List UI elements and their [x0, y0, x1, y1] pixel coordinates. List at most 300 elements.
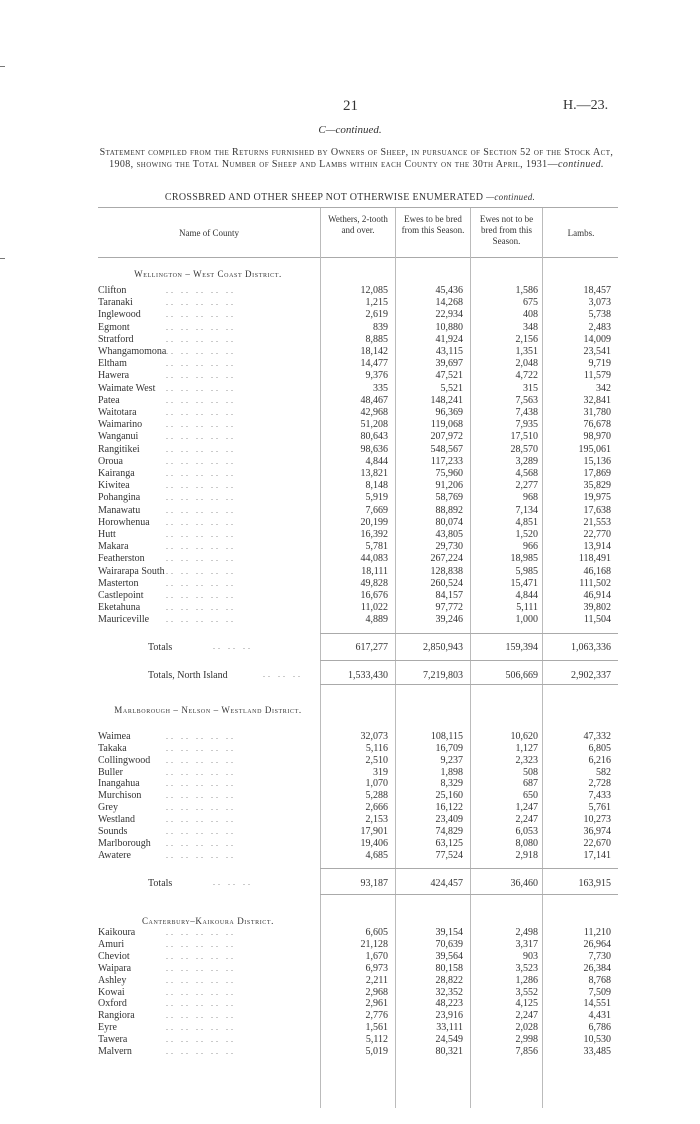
cell-value: 5,919 [365, 492, 388, 504]
leader-dots: .. .. .. .. .. [166, 779, 236, 789]
cell-value: 16,709 [435, 742, 463, 754]
cell-value: 18,142 [360, 346, 388, 357]
cell-value: 15,471 [510, 577, 538, 589]
cell-value: 26,384 [583, 962, 611, 974]
table-row [98, 309, 618, 320]
column-header-name: Name of County [179, 228, 239, 238]
total-value: 7,219,803 [423, 670, 463, 681]
section-title: Wellington – West Coast District. [134, 269, 282, 279]
cell-value: 5,738 [588, 309, 611, 321]
cell-value: 18,457 [583, 285, 611, 296]
county-name: Pohangina [98, 492, 141, 504]
table-row [98, 505, 618, 516]
cell-value: 97,772 [435, 602, 463, 614]
cell-value: 582 [596, 766, 611, 778]
cell-value: 6,053 [515, 825, 538, 837]
cell-value: 342 [596, 382, 611, 394]
leader-dots: .. .. .. .. .. [166, 951, 236, 961]
cell-value: 17,901 [360, 825, 388, 837]
cell-value: 80,074 [435, 516, 463, 528]
leader-dots: .. .. .. .. .. [166, 298, 236, 308]
cell-value: 88,892 [435, 504, 463, 516]
leader-dots: .. .. .. .. .. [166, 963, 236, 973]
table-row [98, 963, 618, 974]
cell-value: 28,822 [435, 974, 463, 986]
county-name: Taranaki [98, 297, 133, 309]
cell-value: 111,502 [579, 577, 611, 589]
cell-value: 3,289 [515, 455, 538, 467]
leader-dots: .. .. .. .. .. [166, 566, 236, 576]
county-name: Awatere [98, 849, 131, 861]
table-row [98, 602, 618, 613]
section-title: Marlborough – Nelson – Westland District. [114, 705, 302, 715]
leader-dots: .. .. .. .. .. [166, 310, 236, 320]
table-subtitle [0, 192, 700, 203]
county-name: Hutt [98, 529, 116, 540]
county-name: Ashley [98, 974, 127, 986]
cell-value: 7,433 [588, 790, 611, 802]
leader-dots: .. .. .. .. .. [166, 803, 236, 813]
table-row [98, 850, 618, 861]
table-row [98, 614, 618, 625]
cell-value: 5,761 [588, 802, 611, 814]
cell-value: 19,975 [583, 492, 611, 504]
cell-value: 2,247 [515, 1010, 538, 1022]
county-name: Waipara [98, 962, 132, 974]
totals-label: Totals [148, 878, 173, 889]
cell-value: 508 [523, 766, 538, 778]
county-name: Inglewood [98, 309, 141, 321]
cell-value: 7,563 [515, 394, 538, 406]
cell-value: 5,521 [440, 382, 463, 394]
cell-value: 51,208 [360, 419, 388, 431]
cell-value: 70,639 [435, 938, 463, 950]
table-row [98, 553, 618, 564]
cell-value: 2,323 [515, 754, 538, 766]
cell-value: 49,828 [360, 577, 388, 589]
leader-dots: .. .. .. .. .. [166, 755, 236, 765]
cell-value: 148,241 [430, 394, 463, 406]
cell-value: 25,160 [435, 790, 463, 802]
cell-value: 687 [523, 778, 538, 790]
cell-value: 10,620 [510, 731, 538, 742]
cell-value: 5,288 [365, 790, 388, 802]
cell-value: 84,157 [435, 590, 463, 601]
cell-value: 2,776 [365, 1010, 388, 1022]
cell-value: 74,829 [435, 825, 463, 837]
county-name: Manawatu [98, 504, 141, 516]
table-row [98, 1022, 618, 1033]
cell-value: 108,115 [430, 731, 463, 742]
cell-value: 5,116 [365, 742, 388, 754]
cell-value: 8,148 [365, 480, 388, 492]
county-name: Rangiora [98, 1010, 135, 1022]
cell-value: 24,549 [435, 1034, 463, 1046]
cell-value: 675 [523, 297, 538, 309]
leader-dots: .. .. .. .. .. [166, 1023, 236, 1033]
county-name: Eketahuna [98, 602, 141, 614]
leader-dots: .. .. .. .. .. [166, 767, 236, 777]
cell-value: 39,697 [435, 358, 463, 370]
total-value: 1,533,430 [348, 670, 388, 681]
county-name: Westland [98, 813, 135, 825]
cell-value: 1,215 [365, 297, 388, 309]
header-bottom-rule [98, 257, 618, 258]
table-row [98, 517, 618, 528]
cell-value: 17,638 [583, 504, 611, 516]
county-name: Inangahua [98, 778, 140, 790]
cell-value: 17,869 [583, 468, 611, 479]
cell-value: 26,964 [583, 938, 611, 950]
leader-dots: .. .. .. .. .. [166, 743, 236, 753]
cell-value: 98,636 [360, 443, 388, 455]
table-top-rule [98, 207, 618, 208]
cell-value: 29,730 [435, 541, 463, 553]
leader-dots: .. .. .. .. .. [166, 732, 236, 741]
totals-label: Totals [148, 642, 173, 653]
cell-value: 13,914 [583, 541, 611, 553]
page-number: 21 [343, 98, 358, 114]
table-row [98, 383, 618, 394]
cell-value: 4,844 [515, 590, 538, 601]
cell-value: 36,974 [583, 825, 611, 837]
cell-value: 14,268 [435, 297, 463, 309]
county-name: Oroua [98, 455, 123, 467]
county-name: Hawera [98, 370, 130, 382]
cell-value: 16,392 [360, 529, 388, 540]
table-row [98, 480, 618, 491]
cell-value: 33,485 [583, 1046, 611, 1057]
leader-dots: .. .. .. .. .. [166, 334, 236, 344]
cell-value: 7,730 [588, 950, 611, 962]
cell-value: 7,509 [588, 986, 611, 998]
leader-dots: .. .. .. .. .. [166, 1035, 236, 1045]
column-header-ewes-bred: Ewes to be bred from this Season. [401, 214, 465, 235]
cell-value: 91,206 [435, 480, 463, 492]
cell-value: 348 [523, 321, 538, 333]
table-row [98, 998, 618, 1009]
cell-value: 4,844 [365, 455, 388, 467]
county-name: Featherston [98, 553, 145, 565]
table-row [98, 778, 618, 789]
total-value: 36,460 [510, 878, 538, 889]
leader-dots: .. .. .. .. .. [166, 615, 236, 625]
cell-value: 7,438 [515, 407, 538, 418]
cell-value: 3,317 [515, 938, 538, 950]
leader-dots: .. .. .. .. .. [166, 578, 236, 588]
cell-value: 14,477 [360, 358, 388, 370]
cell-value: 117,233 [430, 455, 463, 467]
cell-value: 3,073 [588, 297, 611, 309]
table-row [98, 1034, 618, 1045]
cell-value: 5,985 [515, 565, 538, 577]
county-name: Collingwood [98, 754, 151, 766]
county-name: Stratford [98, 333, 134, 345]
total-value: 424,457 [430, 878, 463, 889]
cell-value: 1,586 [515, 285, 538, 296]
cell-value: 75,960 [435, 468, 463, 479]
column-header-ewes-not-bred: Ewes not to be bred from this Season. [479, 214, 534, 246]
county-name: Rangitikei [98, 443, 140, 455]
table-row [98, 566, 618, 577]
cell-value: 35,829 [583, 480, 611, 492]
cell-value: 19,406 [360, 837, 388, 849]
leader-dots: .. .. .. .. .. [166, 826, 236, 836]
table-row [98, 285, 618, 296]
cell-value: 4,431 [588, 1010, 611, 1022]
cell-value: 3,523 [515, 962, 538, 974]
continued-label: C—continued. [318, 124, 382, 136]
table-row [98, 1046, 618, 1057]
totals-rule [320, 684, 618, 685]
column-header-lambs: Lambs. [567, 228, 595, 238]
cell-value: 47,332 [583, 731, 611, 742]
cell-value: 118,491 [578, 553, 611, 565]
cell-value: 21,128 [360, 938, 388, 950]
cell-value: 1,520 [515, 529, 538, 540]
leader-dots: .. .. .. .. .. [166, 371, 236, 381]
totals-row [98, 642, 618, 654]
cell-value: 319 [373, 766, 388, 778]
cell-value: 80,321 [435, 1046, 463, 1057]
table-row [98, 1010, 618, 1021]
cell-value: 195,061 [578, 443, 611, 455]
cell-value: 2,247 [515, 813, 538, 825]
total-value: 2,902,337 [571, 670, 611, 681]
cell-value: 1,561 [365, 1022, 388, 1034]
leader-dots: .. .. .. .. .. [166, 939, 236, 949]
cell-value: 2,498 [515, 927, 538, 938]
cell-value: 46,168 [583, 565, 611, 577]
cell-value: 48,467 [360, 394, 388, 406]
cell-value: 21,553 [583, 516, 611, 528]
cell-value: 2,277 [515, 480, 538, 492]
leader-dots: .. .. .. .. .. [166, 603, 236, 613]
totals-row [98, 878, 618, 890]
leader-dots: .. .. .. .. .. [166, 493, 236, 503]
cell-value: 11,022 [360, 602, 388, 614]
county-name: Patea [98, 394, 120, 406]
leader-dots: .. .. .. .. .. [166, 432, 236, 442]
cell-value: 128,838 [430, 565, 463, 577]
table-row [98, 939, 618, 950]
cell-value: 47,521 [435, 370, 463, 382]
cell-value: 39,154 [435, 927, 463, 938]
leader-dots: .. .. .. .. .. [166, 408, 236, 417]
cell-value: 1,286 [515, 974, 538, 986]
cell-value: 315 [523, 382, 538, 394]
cell-value: 96,369 [435, 407, 463, 418]
cell-value: 8,329 [440, 778, 463, 790]
table-row [98, 334, 618, 345]
cell-value: 968 [523, 492, 538, 504]
cell-value: 2,968 [365, 986, 388, 998]
county-name: Malvern [98, 1046, 132, 1057]
cell-value: 17,510 [510, 431, 538, 443]
county-name: Wanganui [98, 431, 139, 443]
leader-dots: .. .. .. .. .. [166, 469, 236, 478]
county-name: Kaikoura [98, 927, 136, 938]
leader-dots: .. .. .. .. .. [166, 517, 236, 527]
county-name: Marlborough [98, 837, 151, 849]
cell-value: 4,685 [365, 849, 388, 861]
county-name: Grey [98, 802, 118, 814]
cell-value: 10,273 [583, 813, 611, 825]
table-row [98, 358, 618, 369]
cell-value: 7,935 [515, 419, 538, 431]
cell-value: 5,112 [365, 1034, 388, 1046]
table-subtitle-continued: —continued. [486, 192, 536, 202]
county-name: Kiwitea [98, 480, 130, 492]
leader-dots: .. .. .. .. .. [166, 975, 236, 985]
table-subtitle-text: CROSSBRED AND OTHER SHEEP NOT OTHERWISE ENUMERATED [164, 192, 484, 203]
document-reference: H.—23. [563, 98, 609, 113]
county-name: Waitotara [98, 407, 137, 418]
cell-value: 11,210 [583, 927, 611, 938]
cell-value: 1,000 [515, 614, 538, 626]
county-name: Egmont [98, 321, 130, 333]
county-name: Buller [98, 766, 123, 778]
margin-mark [0, 258, 5, 259]
leader-dots: .. .. .. .. .. [166, 481, 236, 491]
column-header-wethers: Wethers, 2-tooth and over. [328, 214, 388, 235]
table-row [98, 578, 618, 589]
leader-dots: .. .. .. .. .. [166, 1011, 236, 1021]
cell-value: 1,127 [515, 742, 538, 754]
cell-value: 43,115 [435, 346, 463, 357]
cell-value: 48,223 [435, 998, 463, 1010]
cell-value: 20,199 [360, 516, 388, 528]
cell-value: 3,552 [515, 986, 538, 998]
cell-value: 33,111 [436, 1022, 463, 1034]
cell-value: 408 [523, 309, 538, 321]
cell-value: 77,524 [435, 849, 463, 861]
cell-value: 14,551 [583, 998, 611, 1010]
county-name: Kairanga [98, 468, 135, 479]
county-name: Eltham [98, 358, 127, 370]
total-value: 2,850,943 [423, 642, 463, 653]
table-row [98, 838, 618, 849]
table-row [98, 395, 618, 406]
leader-dots: .. .. .. .. .. [166, 999, 236, 1009]
county-name: Castlepoint [98, 590, 144, 601]
leader-dots: .. .. .. .. .. [166, 530, 236, 539]
cell-value: 9,719 [588, 358, 611, 370]
leader-dots: .. .. .. .. .. [166, 838, 236, 848]
leader-dots: .. .. .. .. .. [166, 1047, 236, 1056]
county-name: Murchison [98, 790, 142, 802]
leader-dots: .. .. .. .. .. [166, 505, 236, 515]
leader-dots: .. .. .. .. .. [166, 591, 236, 600]
leader-dots: .. .. .. [263, 670, 303, 679]
table-row [98, 767, 618, 778]
cell-value: 45,436 [435, 285, 463, 296]
total-value: 93,187 [360, 878, 388, 889]
totals-rule [320, 660, 618, 661]
county-name: Masterton [98, 577, 139, 589]
cell-value: 32,841 [583, 394, 611, 406]
table-row [98, 419, 618, 430]
leader-dots: .. .. .. .. .. [166, 814, 236, 824]
cell-value: 39,246 [435, 614, 463, 626]
cell-value: 10,880 [435, 321, 463, 333]
county-name: Takaka [98, 742, 127, 754]
leader-dots: .. .. .. [213, 878, 253, 887]
section-title: Canterbury–Kaikoura District. [141, 916, 275, 926]
totals-rule [320, 633, 618, 634]
table-row [98, 322, 618, 333]
cell-value: 22,670 [583, 837, 611, 849]
leader-dots: .. .. .. .. .. [166, 347, 236, 356]
cell-value: 8,080 [515, 837, 538, 849]
cell-value: 1,670 [365, 950, 388, 962]
cell-value: 1,247 [515, 802, 538, 814]
cell-value: 5,781 [365, 541, 388, 553]
cell-value: 17,141 [583, 849, 611, 861]
leader-dots: .. .. .. .. .. [166, 542, 236, 552]
county-name: Mauriceville [98, 614, 150, 626]
county-name: Horowhenua [98, 516, 150, 528]
cell-value: 41,924 [435, 333, 463, 345]
margin-mark [0, 66, 5, 67]
table-title [94, 147, 619, 171]
cell-value: 22,770 [583, 529, 611, 540]
table-row [98, 541, 618, 552]
leader-dots: .. .. .. .. .. [166, 456, 236, 466]
totals-rule [320, 868, 618, 869]
total-value: 617,277 [355, 642, 388, 653]
cell-value: 9,237 [440, 754, 463, 766]
totals-label: Totals, North Island [148, 670, 228, 681]
cell-value: 16,122 [435, 802, 463, 814]
leader-dots: .. .. .. .. .. [166, 928, 236, 937]
cell-value: 14,009 [583, 333, 611, 345]
cell-value: 6,216 [588, 754, 611, 766]
county-name: Waimarino [98, 419, 143, 431]
cell-value: 4,851 [515, 516, 538, 528]
table-row [98, 468, 618, 479]
cell-value: 31,780 [583, 407, 611, 418]
cell-value: 839 [373, 321, 388, 333]
cell-value: 80,643 [360, 431, 388, 443]
totals-row [98, 670, 618, 682]
cell-value: 39,802 [583, 602, 611, 614]
cell-value: 2,998 [515, 1034, 538, 1046]
table-row [98, 370, 618, 381]
leader-dots: .. .. .. .. .. [166, 444, 236, 454]
county-name: Eyre [98, 1022, 117, 1034]
cell-value: 22,934 [435, 309, 463, 321]
leader-dots: .. .. .. .. .. [166, 420, 236, 430]
cell-value: 58,769 [435, 492, 463, 504]
cell-value: 2,048 [515, 358, 538, 370]
table-row [98, 743, 618, 754]
leader-dots: .. .. .. .. .. [166, 359, 236, 369]
table-row [98, 790, 618, 801]
cell-value: 7,856 [515, 1046, 538, 1057]
cell-value: 6,973 [365, 962, 388, 974]
cell-value: 335 [373, 382, 388, 394]
cell-value: 903 [523, 950, 538, 962]
table-row [98, 529, 618, 540]
cell-value: 2,211 [365, 974, 388, 986]
leader-dots: .. .. .. .. .. [166, 286, 236, 295]
cell-value: 44,083 [360, 553, 388, 565]
leader-dots: .. .. .. .. .. [166, 383, 236, 393]
cell-value: 8,768 [588, 974, 611, 986]
cell-value: 1,898 [440, 766, 463, 778]
total-value: 506,669 [505, 670, 538, 681]
